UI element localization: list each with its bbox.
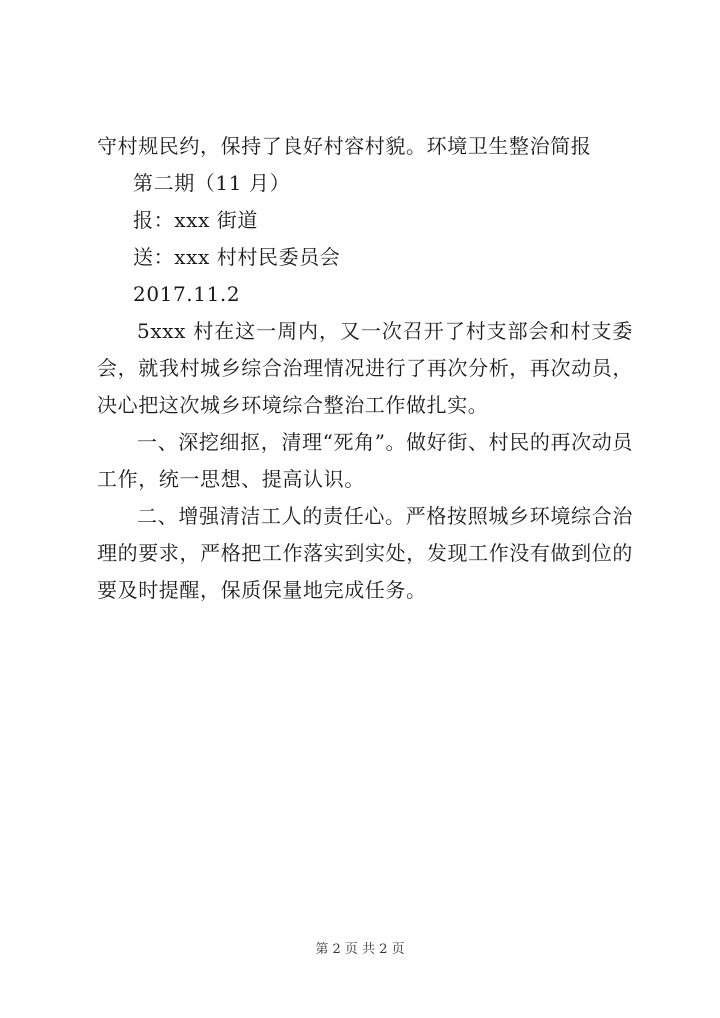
paragraph-intro: 5xxx 村在这一周内，又一次召开了村支部会和村支委会，就我村城乡综合治理情况进行了再次分析，再次动员，决心把这次城乡环境综合整治工作做扎实。 [97,319,633,417]
issue-number: 第二期（11 月） [133,171,291,195]
paragraph-item-one: 一、深挖细抠，清理“死角”。做好街、村民的再次动员工作，统一思想、提高认识。 [97,430,633,491]
continuation-line: 守村规民约，保持了良好村容村貌。环境卫生整治简报 [97,134,592,158]
paragraph-item-two: 二、增强清洁工人的责任心。严格按照城乡环境综合治理的要求，严格把工作落实到实处，发现工作没有做到位的要及时提醒，保质保量地完成任务。 [97,504,633,602]
report-to: 报：xxx 街道 [133,208,258,232]
page-footer: 第 2 页 共 2 页 [315,942,405,957]
send-to: 送：xxx 村村民委员会 [133,245,341,269]
document-body [97,128,633,609]
report-date: 2017.11.2 [133,282,241,306]
